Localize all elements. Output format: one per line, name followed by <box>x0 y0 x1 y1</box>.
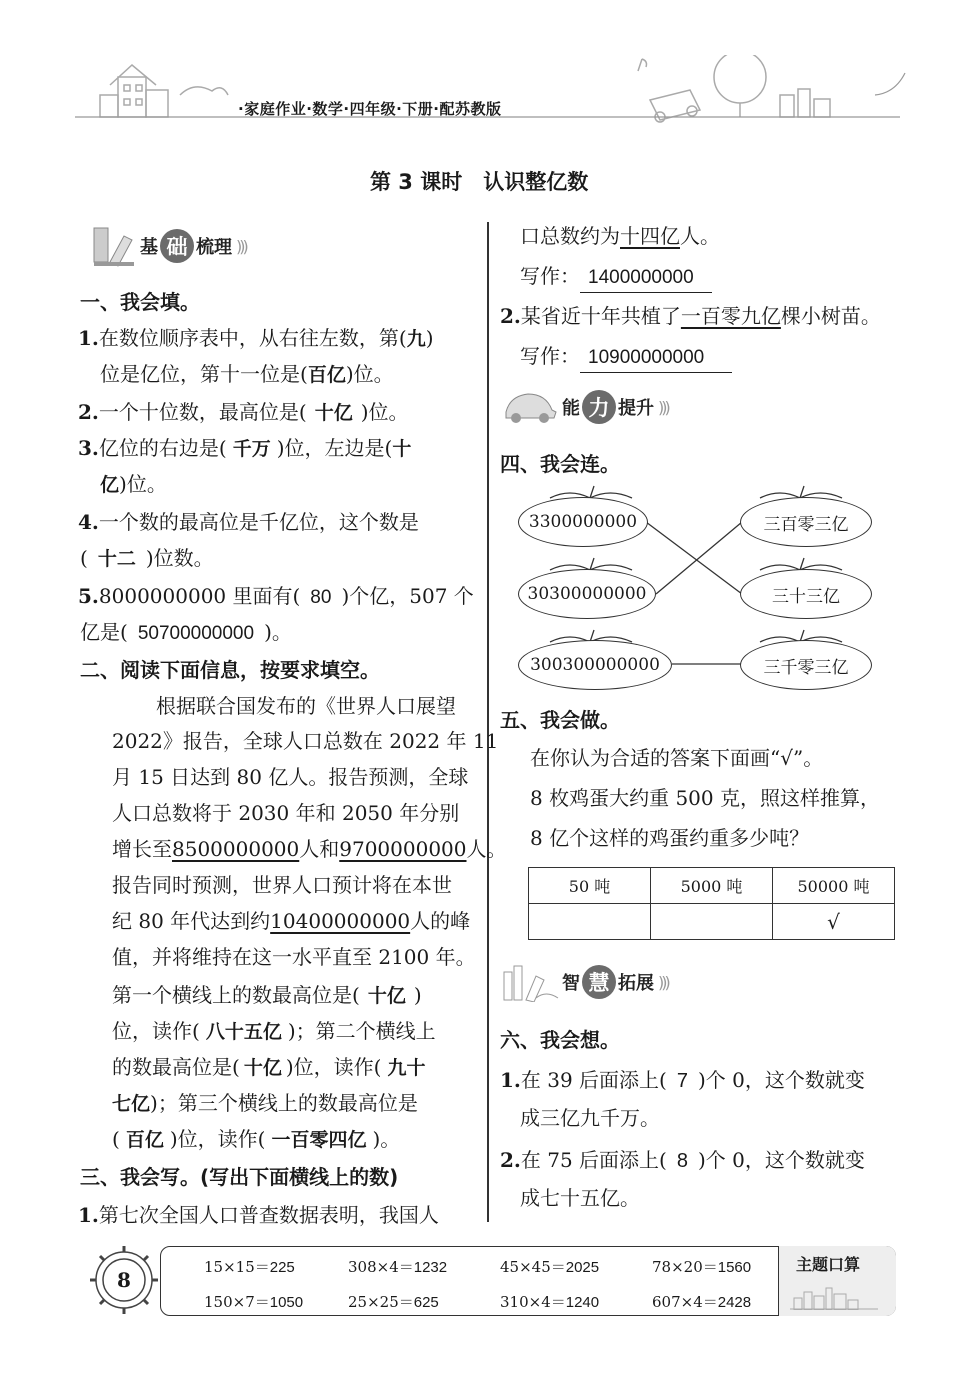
match-right-2[interactable]: 三十三亿 <box>740 569 872 619</box>
column-divider <box>487 222 489 1222</box>
part5-heading: 五、我会做。 <box>500 708 620 732</box>
lesson-title: 第 3 课时 认识整亿数 <box>370 170 589 194</box>
answer: 50700000000 <box>137 623 255 644</box>
answer: 八十五亿 <box>205 1021 282 1043</box>
match-left-2[interactable]: 30300000000 <box>518 569 656 619</box>
books-city-icon <box>500 962 560 1002</box>
calc-item: 308×4＝1232 <box>348 1258 448 1276</box>
para-line1: 根据联合国发布的《世界人口展望 <box>156 694 456 718</box>
calc-item: 607×4＝2428 <box>652 1293 752 1311</box>
part6-heading: 六、我会想。 <box>500 1028 620 1052</box>
underlined-number: 8500000000 <box>172 837 300 861</box>
section-badge-basic <box>92 224 246 268</box>
q4-line2: ( 十二 )位数。 <box>80 546 214 570</box>
para-line3: 月 15 日达到 80 亿人。报告预测，全球 <box>112 765 469 789</box>
car-icon <box>500 390 560 424</box>
answer: 80 <box>310 587 332 608</box>
p3-q2-write: 写作： 10900000000 <box>520 338 732 374</box>
p3-q1-line1: 1.第七次全国人口普查数据表明，我国人 <box>78 1203 439 1227</box>
answer: 十亿 <box>314 402 353 424</box>
answer: 十亿 <box>367 985 406 1007</box>
para-line6: 报告同时预测，世界人口预计将在本世 <box>112 873 452 897</box>
underlined-words: 十四亿 <box>620 224 680 248</box>
q1-line2: 位是亿位，第十一位是(百亿)位。 <box>100 362 394 386</box>
answer-blank: 1400000000 <box>580 264 712 293</box>
section-badge-ability <box>500 390 668 424</box>
section-ability-pre: 能 <box>562 398 580 419</box>
arcs-decoration: ))) <box>658 397 668 417</box>
section-wisdom-pre: 智 <box>562 973 580 994</box>
skyline-icon <box>790 1284 880 1310</box>
arcs-decoration: ))) <box>658 972 668 992</box>
p5-line1: 在你认为合适的答案下面画“√”。 <box>530 746 824 770</box>
part2-heading: 二、阅读下面信息，按要求填空。 <box>80 658 380 682</box>
section-basic-circle: 础 <box>160 229 194 263</box>
mark-cell[interactable] <box>651 904 773 940</box>
answer: 8 <box>676 1150 688 1172</box>
answer: 7 <box>676 1070 688 1092</box>
answer: 十 <box>392 438 412 460</box>
part4-heading: 四、我会连。 <box>500 452 620 476</box>
calc-item: 25×25＝625 <box>348 1293 439 1311</box>
fill-line3: 的数最高位是( 十亿 )位，读作( 九十 <box>112 1055 426 1079</box>
p3-q2-line1: 2.某省近十年共植了一百零九亿棵小树苗。 <box>500 304 881 328</box>
section-wisdom-circle: 慧 <box>582 965 616 999</box>
calc-item: 78×20＝1560 <box>652 1258 752 1276</box>
calc-item: 15×15＝225 <box>204 1258 295 1276</box>
option-cell: 50000 吨 <box>773 868 895 904</box>
calc-item: 150×7＝1050 <box>204 1293 304 1311</box>
calc-item: 310×4＝1240 <box>500 1293 600 1311</box>
calc-item: 45×45＝2025 <box>500 1258 600 1276</box>
section-wisdom-post: 拓展 <box>618 973 654 994</box>
underlined-number: 9700000000 <box>339 837 467 861</box>
answer: 十亿 <box>243 1057 282 1079</box>
answer-blank: 10900000000 <box>580 344 732 373</box>
p6-q1-line1: 1.在 39 后面添上( 7 )个 0，这个数就变 <box>500 1068 865 1092</box>
q1-line1: 1.在数位顺序表中，从右往左数，第(九) <box>78 326 434 350</box>
match-right-3[interactable]: 三千零三亿 <box>740 640 872 690</box>
section-ability-circle: 力 <box>582 390 616 424</box>
match-left-3[interactable]: 300300000000 <box>518 640 672 690</box>
answer: 百亿 <box>125 1129 164 1151</box>
fill-line4: 七亿)；第三个横线上的数最高位是 <box>112 1091 418 1115</box>
match-right-1[interactable]: 三百零三亿 <box>740 497 872 547</box>
para-line8: 值，并将维持在这一水平直至 2100 年。 <box>112 945 476 969</box>
p3-q1-write: 写作： 1400000000 <box>520 258 712 294</box>
answer: 百亿 <box>307 364 346 386</box>
footer-label: 主题口算 <box>796 1255 861 1274</box>
answer: 千万 <box>232 438 271 460</box>
option-cell: 5000 吨 <box>651 868 773 904</box>
mark-cell[interactable] <box>529 904 651 940</box>
pencil-books-icon <box>92 224 136 268</box>
q4-line1: 4.一个数的最高位是千亿位，这个数是 <box>78 510 419 534</box>
answer: 九十 <box>387 1057 426 1079</box>
p5-line3: 8 亿个这样的鸡蛋约重多少吨？ <box>530 826 810 850</box>
q5-line1: 5.8000000000 里面有( 80 )个亿，507 个 <box>78 584 474 608</box>
p3-q1-line2: 口总数约为十四亿人。 <box>520 224 720 248</box>
q3-line2: 亿)位。 <box>100 472 167 496</box>
arcs-decoration: ))) <box>236 236 246 256</box>
q2-line: 2.一个十位数，最高位是( 十亿 )位。 <box>78 400 409 424</box>
para-line7: 纪 80 年代达到约10400000000人的峰 <box>112 909 471 933</box>
fill-line2: 位，读作( 八十五亿 )；第二个横线上 <box>112 1019 436 1043</box>
section-basic-pre: 基 <box>140 237 158 258</box>
header-series: ·家庭作业·数学·四年级·下册·配苏教版 <box>238 100 502 118</box>
p5-line2: 8 枚鸡蛋大约重 500 克，照这样推算， <box>530 786 880 810</box>
answer: 十二 <box>97 548 136 570</box>
match-left-1[interactable]: 3300000000 <box>518 497 648 547</box>
fill-line5: ( 百亿 )位，读作( 一百零四亿 )。 <box>112 1127 401 1151</box>
mark-cell[interactable]: √ <box>773 904 895 940</box>
q3-line1: 3.亿位的右边是( 千万 )位，左边是(十 <box>78 436 412 460</box>
section-badge-wisdom <box>500 962 668 1002</box>
answer: 七亿 <box>112 1093 151 1115</box>
underlined-words: 一百零九亿 <box>680 304 781 328</box>
header-decoration <box>60 55 920 135</box>
para-line4: 人口总数将于 2030 年和 2050 年分别 <box>112 801 460 825</box>
fill-line1: 第一个横线上的数最高位是( 十亿 ) <box>112 983 422 1007</box>
underlined-number: 10400000000 <box>270 909 411 933</box>
option-cell: 50 吨 <box>529 868 651 904</box>
section-ability-post: 提升 <box>618 398 654 419</box>
para-line5: 增长至8500000000人和9700000000人。 <box>112 837 507 861</box>
choice-table <box>528 867 895 940</box>
p6-q1-line2: 成三亿九千万。 <box>520 1106 660 1130</box>
q5-line2: 亿是( 50700000000 )。 <box>80 620 292 644</box>
answer: 一百零四亿 <box>271 1129 367 1151</box>
page-number: 8 <box>117 1268 131 1292</box>
section-basic-post: 梳理 <box>196 237 232 258</box>
part1-heading: 一、我会填。 <box>80 290 200 314</box>
answer: 亿 <box>100 474 120 496</box>
p6-q2-line1: 2.在 75 后面添上( 8 )个 0，这个数就变 <box>500 1148 865 1172</box>
para-line2: 2022》报告，全球人口总数在 2022 年 11 <box>112 729 499 753</box>
part3-heading: 三、我会写。(写出下面横线上的数) <box>80 1165 399 1189</box>
answer: 九 <box>406 328 426 350</box>
p6-q2-line2: 成七十五亿。 <box>520 1186 640 1210</box>
